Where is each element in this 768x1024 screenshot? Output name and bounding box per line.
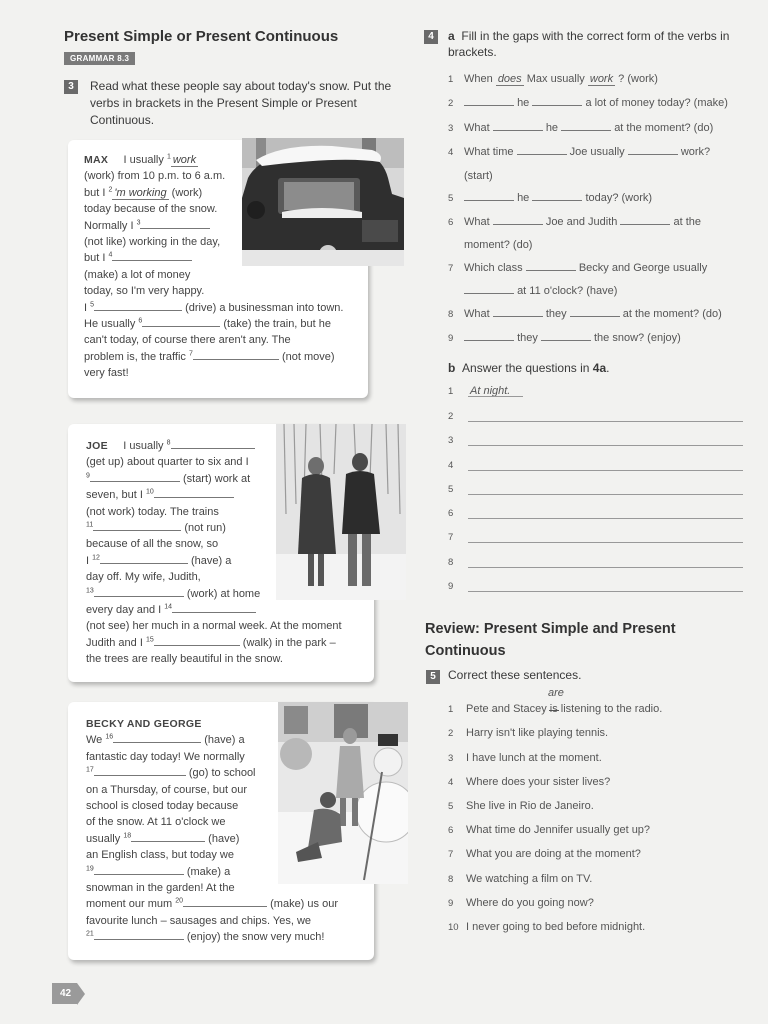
text: (have) a [204, 734, 245, 747]
text: (go) to school [188, 767, 256, 780]
gap-blank[interactable] [493, 306, 543, 317]
becky-george-text [86, 716, 376, 946]
gap-blank[interactable] [464, 330, 514, 341]
text: but I [84, 186, 106, 199]
gap-blank[interactable] [464, 95, 514, 106]
text: (walk) in the park – [242, 636, 336, 649]
exercise-5-instruction: Correct these sentences. [448, 668, 582, 682]
exercise-5-heading [426, 668, 581, 684]
text: today, so I'm very happy. [84, 285, 205, 298]
gap-blank[interactable] [94, 300, 182, 311]
text: favourite lunch – sausages and chips. Yes, we [86, 914, 312, 927]
gap-blank[interactable] [131, 831, 205, 842]
text: at the moment? (do) [614, 122, 714, 134]
item-number: 8 [448, 557, 454, 568]
answer-line[interactable] [448, 460, 743, 471]
text: of the snow. At 11 o'clock we [86, 816, 226, 829]
text: every day and I [86, 604, 162, 617]
answer-line[interactable] [448, 532, 743, 543]
text: can't today, of course there aren't any. The [84, 334, 291, 347]
text: (take) the train, but he [223, 318, 332, 331]
sentence-text: listening to the radio. [557, 703, 663, 715]
text: (not work) today. The trains [86, 505, 219, 518]
gap-blank[interactable] [193, 349, 279, 360]
gap-number: 20 [175, 897, 184, 905]
text: (start) work at [182, 472, 251, 485]
text: work? [680, 146, 711, 158]
item-number: 2 [448, 98, 454, 109]
sentence-text: I never going to bed before midnight. [466, 921, 646, 933]
item-number: 4 [448, 147, 454, 158]
exercise-3-instruction: Read what these people say about today's snow. Put the verbs in brackets in the Present Simple or Present Continuous. [90, 79, 392, 127]
gap-blank[interactable] [94, 929, 184, 940]
gap-blank[interactable] [112, 250, 192, 261]
gap-number: 3 [136, 218, 141, 226]
text: Becky and George usually [578, 262, 708, 274]
item-number: 5 [448, 484, 454, 495]
text: Judith and I [86, 636, 143, 649]
item-number: 7 [448, 849, 454, 860]
item-number: 3 [448, 123, 454, 134]
gap-number: 14 [164, 603, 173, 611]
text: What [464, 216, 490, 228]
item-number: 1 [448, 74, 454, 85]
gap-blank[interactable] [94, 765, 186, 776]
text: Max usually [526, 73, 585, 85]
text: He usually [84, 318, 136, 331]
gap-number: 19 [86, 865, 94, 872]
answer-example: 'm working [114, 186, 167, 199]
sentence-item [448, 703, 662, 715]
text: (make) a [186, 865, 231, 878]
gap-blank[interactable] [154, 635, 240, 646]
sentence-item [448, 824, 650, 836]
text: (not move) [281, 350, 335, 363]
speaker-name: BECKY AND GEORGE [86, 718, 202, 730]
sentence-text: Where do you going now? [466, 897, 594, 909]
answer-line[interactable] [448, 581, 743, 592]
answer-line[interactable] [448, 435, 743, 446]
question-4a-9 [448, 330, 748, 347]
gap-blank[interactable] [493, 214, 543, 225]
part-letter: a [448, 29, 455, 43]
item-number: 2 [448, 411, 454, 422]
item-number: 10 [448, 922, 459, 933]
item-number: 9 [448, 333, 454, 344]
text: very fast! [84, 367, 129, 380]
item-number: 5 [448, 193, 454, 204]
sentence-text: What time do Jennifer usually get up? [466, 824, 651, 836]
answer-example: work [172, 154, 197, 166]
text: Which class [464, 262, 523, 274]
text: I [84, 301, 88, 314]
gap-blank[interactable] [93, 520, 181, 531]
item-number: 7 [448, 532, 454, 543]
question-4a-3 [448, 120, 748, 137]
gap-number: 9 [86, 472, 90, 480]
text: he [517, 97, 530, 109]
gap-blank[interactable] [90, 471, 180, 482]
text: What [464, 308, 490, 320]
answer-example: does [497, 73, 522, 85]
text: (not like) working in the day, [84, 236, 221, 249]
text: school is closed today because [86, 800, 239, 813]
text: I [86, 554, 90, 567]
sentence-item [448, 776, 610, 788]
gap-number: 15 [145, 636, 154, 644]
page-title: Present Simple or Present Continuous [64, 28, 339, 45]
item-number: 4 [448, 777, 454, 788]
joe-text [86, 438, 376, 668]
item-number: 4 [448, 460, 454, 471]
text: but I [84, 252, 106, 265]
exercise-4b-heading [448, 361, 609, 375]
gap-blank[interactable] [517, 144, 567, 155]
exercise-4a-instruction: Fill in the gaps with the correct form of the verbs in brackets. [448, 29, 730, 59]
question-4a-5 [448, 190, 748, 207]
text: Normally I [84, 219, 134, 232]
review-section-title: Review: Present Simple and Present Continuous [425, 621, 676, 659]
gap-number: 12 [92, 554, 100, 562]
item-number: 2 [448, 728, 454, 739]
answer-line[interactable] [448, 386, 743, 397]
text: the snow? (enjoy) [593, 332, 681, 344]
sentence-text: She live in Rio de Janeiro. [466, 800, 594, 812]
gap-number: 16 [105, 733, 114, 741]
gap-blank[interactable] [628, 144, 678, 155]
gap-number: 7 [188, 350, 193, 358]
text: at the moment? (do) [622, 308, 722, 320]
gap-blank[interactable] [94, 586, 184, 597]
gap-blank[interactable] [532, 190, 582, 201]
sentence-item [448, 752, 602, 764]
question-4a-8 [448, 306, 748, 323]
text: they [545, 308, 567, 320]
gap-number: 18 [123, 832, 132, 840]
sentence-text: Where does your sister lives? [466, 776, 611, 788]
text: (make) us our [270, 898, 338, 911]
speaker-name: MAX [84, 154, 109, 166]
text: What [464, 122, 490, 134]
sentence-text: We watching a film on TV. [466, 873, 593, 885]
text: (make) a lot of money [84, 268, 191, 281]
speaker-name: JOE [86, 440, 108, 452]
sentence-item [448, 727, 608, 739]
item-number: 5 [448, 801, 454, 812]
gap-blank[interactable] [94, 864, 184, 875]
page-number: 42 [52, 983, 77, 1004]
gap-blank[interactable] [541, 330, 591, 341]
item-number: 6 [448, 508, 454, 519]
text: (start) [464, 170, 493, 182]
text: When [464, 73, 493, 85]
text: usually [86, 832, 121, 845]
grammar-reference-tag: GRAMMAR 8.3 [64, 52, 135, 65]
text: snowman in the garden! At the [86, 882, 235, 895]
text: I usually [123, 440, 164, 452]
item-number: 8 [448, 309, 454, 320]
gap-blank[interactable] [154, 487, 234, 498]
sentence-text: I have lunch at the moment. [466, 752, 602, 764]
max-text [84, 152, 370, 382]
text: the trees are really beautiful in the snow. [86, 653, 283, 666]
exercise-3-heading [64, 78, 394, 129]
item-number: 6 [448, 217, 454, 228]
gap-blank[interactable] [620, 214, 670, 225]
text: . [606, 361, 610, 375]
text: at 11 o'clock? (have) [517, 285, 618, 297]
exercise-number-badge: 5 [426, 670, 440, 684]
gap-blank[interactable] [100, 553, 188, 564]
text: (not see) her much in a normal week. At the moment [86, 620, 342, 633]
item-number: 9 [448, 898, 454, 909]
exercise-reference: 4a [592, 361, 607, 375]
gap-blank[interactable] [142, 316, 220, 327]
question-4a-7 [448, 260, 748, 299]
text: (not run) [184, 522, 226, 535]
answer-line[interactable] [448, 484, 743, 495]
part-letter: b [448, 361, 456, 375]
text: an English class, but today we [86, 849, 234, 862]
gap-blank[interactable] [183, 896, 267, 907]
sentence-text: What you are doing at the moment? [466, 848, 641, 860]
answer-example: work [589, 73, 614, 85]
handwritten-correction: are [548, 687, 564, 699]
text: because of all the snow, so [86, 538, 219, 551]
gap-blank[interactable] [172, 602, 256, 613]
text: Joe and Judith [545, 216, 618, 228]
text: (enjoy) the snow very much! [186, 931, 325, 944]
gap-number: 21 [86, 930, 94, 938]
text: they [517, 332, 538, 344]
question-4a-6 [448, 214, 748, 253]
text: he [517, 192, 530, 204]
answer-line[interactable] [448, 508, 743, 519]
text: moment our mum [86, 898, 173, 911]
sentence-item [448, 848, 641, 860]
sentence-item [448, 873, 592, 885]
item-number: 3 [448, 435, 454, 446]
gap-number: 17 [86, 766, 94, 774]
gap-blank[interactable] [140, 218, 210, 229]
answer-line[interactable] [448, 557, 743, 568]
text: seven, but I [86, 489, 143, 502]
text: (get up) about quarter to six and I [86, 456, 249, 469]
question-4a-4 [448, 144, 748, 184]
item-number: 1 [448, 704, 454, 715]
text: day off. My wife, Judith, [86, 571, 201, 584]
sentence-item [448, 921, 645, 933]
gap-blank[interactable] [113, 732, 201, 743]
answer-line[interactable] [448, 411, 743, 422]
gap-number: 8 [166, 439, 171, 447]
gap-blank[interactable] [532, 95, 582, 106]
gap-number: 5 [90, 301, 95, 308]
text: (drive) a businessman into town. [185, 301, 344, 314]
exercise-number-badge: 3 [64, 80, 78, 94]
text: What time [464, 146, 514, 158]
text: ? (work) [618, 73, 658, 85]
exercise-number-badge: 4 [424, 30, 438, 44]
struck-word: is [549, 703, 558, 715]
text: problem is, the traffic [84, 350, 186, 363]
sentence-text: Pete and Stacey [466, 703, 550, 715]
item-number: 6 [448, 825, 454, 836]
gap-blank[interactable] [464, 283, 514, 294]
gap-number: 10 [145, 488, 154, 496]
text: (have) [208, 832, 240, 845]
text: a lot of money today? (make) [585, 97, 728, 109]
sentence-item [448, 800, 594, 812]
text: (work) [171, 186, 203, 199]
question-4a-2 [448, 95, 748, 112]
text: fantastic day today! We normally [86, 750, 245, 763]
text: at the [673, 216, 702, 228]
gap-number: 11 [86, 521, 94, 529]
item-number: 3 [448, 753, 454, 764]
gap-number: 2 [108, 186, 113, 194]
text: I usually [123, 154, 164, 166]
gap-number: 13 [86, 587, 94, 594]
text: (work) from 10 p.m. to 6 a.m. [84, 170, 226, 183]
gap-number: 1 [166, 153, 171, 161]
gap-blank[interactable] [171, 438, 255, 449]
text: today because of the snow. [84, 203, 218, 216]
text: moment? (do) [464, 239, 533, 251]
text: Joe usually [569, 146, 625, 158]
gap-number: 4 [108, 251, 113, 259]
gap-blank[interactable] [493, 120, 543, 131]
text: (work) at home [186, 587, 261, 600]
text: on a Thursday, of course, but our [86, 783, 248, 796]
gap-blank[interactable] [570, 306, 620, 317]
exercise-4b-instruction: Answer the questions in [462, 361, 590, 375]
item-number: 7 [448, 263, 454, 274]
item-number: 9 [448, 581, 454, 592]
text: We [86, 734, 103, 747]
exercise-4a-heading [424, 28, 754, 60]
answer-example: At night. [470, 385, 511, 397]
text: (have) a [190, 554, 232, 567]
gap-blank[interactable] [526, 260, 576, 271]
item-number: 1 [448, 386, 454, 397]
item-number: 8 [448, 874, 454, 885]
sentence-text: Harry isn't like playing tennis. [466, 727, 609, 739]
gap-number: 6 [138, 317, 143, 325]
gap-blank[interactable] [561, 120, 611, 131]
sentence-item [448, 897, 594, 909]
text: he [545, 122, 559, 134]
gap-blank[interactable] [464, 190, 514, 201]
text: today? (work) [585, 192, 653, 204]
question-4a-1 [448, 71, 748, 88]
